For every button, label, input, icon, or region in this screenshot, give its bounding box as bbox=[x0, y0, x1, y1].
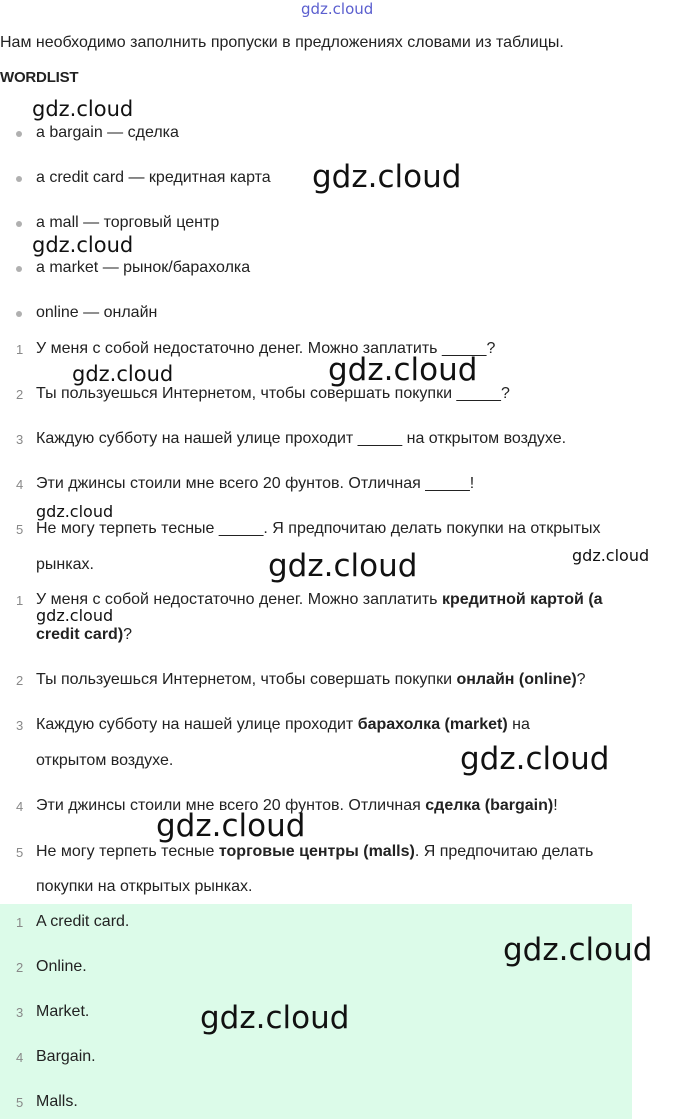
watermark: gdz.cloud bbox=[572, 546, 650, 565]
answer-number: 2 bbox=[16, 960, 24, 975]
solution-text: credit card)? bbox=[36, 626, 133, 643]
watermark: gdz.cloud bbox=[32, 97, 134, 121]
task-text: Ты пользуешься Интернетом, чтобы совершать покупки _____? bbox=[36, 385, 510, 402]
answer-text: Market. bbox=[36, 1003, 90, 1020]
bullet-icon bbox=[16, 131, 22, 137]
solution-text: Ты пользуешься Интернетом, чтобы совершать покупки онлайн (online)? bbox=[36, 671, 586, 688]
solution-number: 4 bbox=[16, 799, 24, 814]
wordlist-item: a bargain — сделка bbox=[36, 124, 179, 141]
watermark: gdz.cloud bbox=[312, 159, 462, 195]
task-number: 3 bbox=[16, 432, 24, 447]
bullet-icon bbox=[16, 221, 22, 227]
task-number: 5 bbox=[16, 522, 24, 537]
answer-number: 4 bbox=[16, 1050, 24, 1065]
bullet-icon bbox=[16, 266, 22, 272]
answer-number: 3 bbox=[16, 1005, 24, 1020]
answer-text: A credit card. bbox=[36, 913, 130, 930]
answer-text: Malls. bbox=[36, 1093, 78, 1110]
watermark: gdz.cloud bbox=[72, 362, 174, 386]
watermark: gdz.cloud bbox=[503, 932, 653, 968]
solution-text: открытом воздухе. bbox=[36, 752, 174, 769]
task-text: У меня с собой недостаточно денег. Можно заплатить _____? bbox=[36, 340, 496, 357]
bullet-icon bbox=[16, 176, 22, 182]
solution-text: покупки на открытых рынках. bbox=[36, 878, 253, 895]
bullet-icon bbox=[16, 311, 22, 317]
answer-text: Bargain. bbox=[36, 1048, 96, 1065]
wordlist-item: a mall — торговый центр bbox=[36, 214, 220, 231]
task-number: 4 bbox=[16, 477, 24, 492]
watermark-top: gdz.cloud bbox=[301, 0, 374, 18]
solution-number: 1 bbox=[16, 593, 24, 608]
solution-text: Эти джинсы стоили мне всего 20 фунтов. Отличная сделка (bargain)! bbox=[36, 797, 558, 814]
watermark: gdz.cloud bbox=[32, 233, 134, 257]
task-text: Каждую субботу на нашей улице проходит _____ на открытом воздухе. bbox=[36, 430, 567, 447]
wordlist-item: online — онлайн bbox=[36, 304, 158, 321]
wordlist-item: a credit card — кредитная карта bbox=[36, 169, 271, 186]
watermark: gdz.cloud bbox=[460, 741, 610, 777]
wordlist-item: a market — рынок/барахолка bbox=[36, 259, 251, 276]
solution-number: 2 bbox=[16, 673, 24, 688]
solution-text: Не могу терпеть тесные торговые центры (malls). Я предпочитаю делать bbox=[36, 843, 594, 860]
task-text: Не могу терпеть тесные _____. Я предпочитаю делать покупки на открытых bbox=[36, 520, 601, 537]
watermark: gdz.cloud bbox=[328, 352, 478, 388]
task-text: Эти джинсы стоили мне всего 20 фунтов. Отличная _____! bbox=[36, 475, 475, 492]
solution-number: 3 bbox=[16, 718, 24, 733]
task-number: 2 bbox=[16, 387, 24, 402]
answer-number: 1 bbox=[16, 915, 24, 930]
task-text: рынках. bbox=[36, 556, 94, 573]
watermark: gdz.cloud bbox=[36, 502, 114, 521]
watermark: gdz.cloud bbox=[36, 606, 114, 625]
watermark: gdz.cloud bbox=[156, 808, 306, 844]
watermark: gdz.cloud bbox=[268, 548, 418, 584]
solution-text: У меня с собой недостаточно денег. Можно заплатить кредитной картой (a bbox=[36, 591, 603, 608]
watermark: gdz.cloud bbox=[200, 1000, 350, 1036]
intro-text: Нам необходимо заполнить пропуски в предложениях словами из таблицы. bbox=[0, 34, 564, 51]
solution-text: Каждую субботу на нашей улице проходит барахолка (market) на bbox=[36, 716, 530, 733]
solution-number: 5 bbox=[16, 845, 24, 860]
wordlist-heading: WORDLIST bbox=[0, 69, 79, 86]
answer-text: Online. bbox=[36, 958, 87, 975]
answer-number: 5 bbox=[16, 1095, 24, 1110]
task-number: 1 bbox=[16, 342, 24, 357]
